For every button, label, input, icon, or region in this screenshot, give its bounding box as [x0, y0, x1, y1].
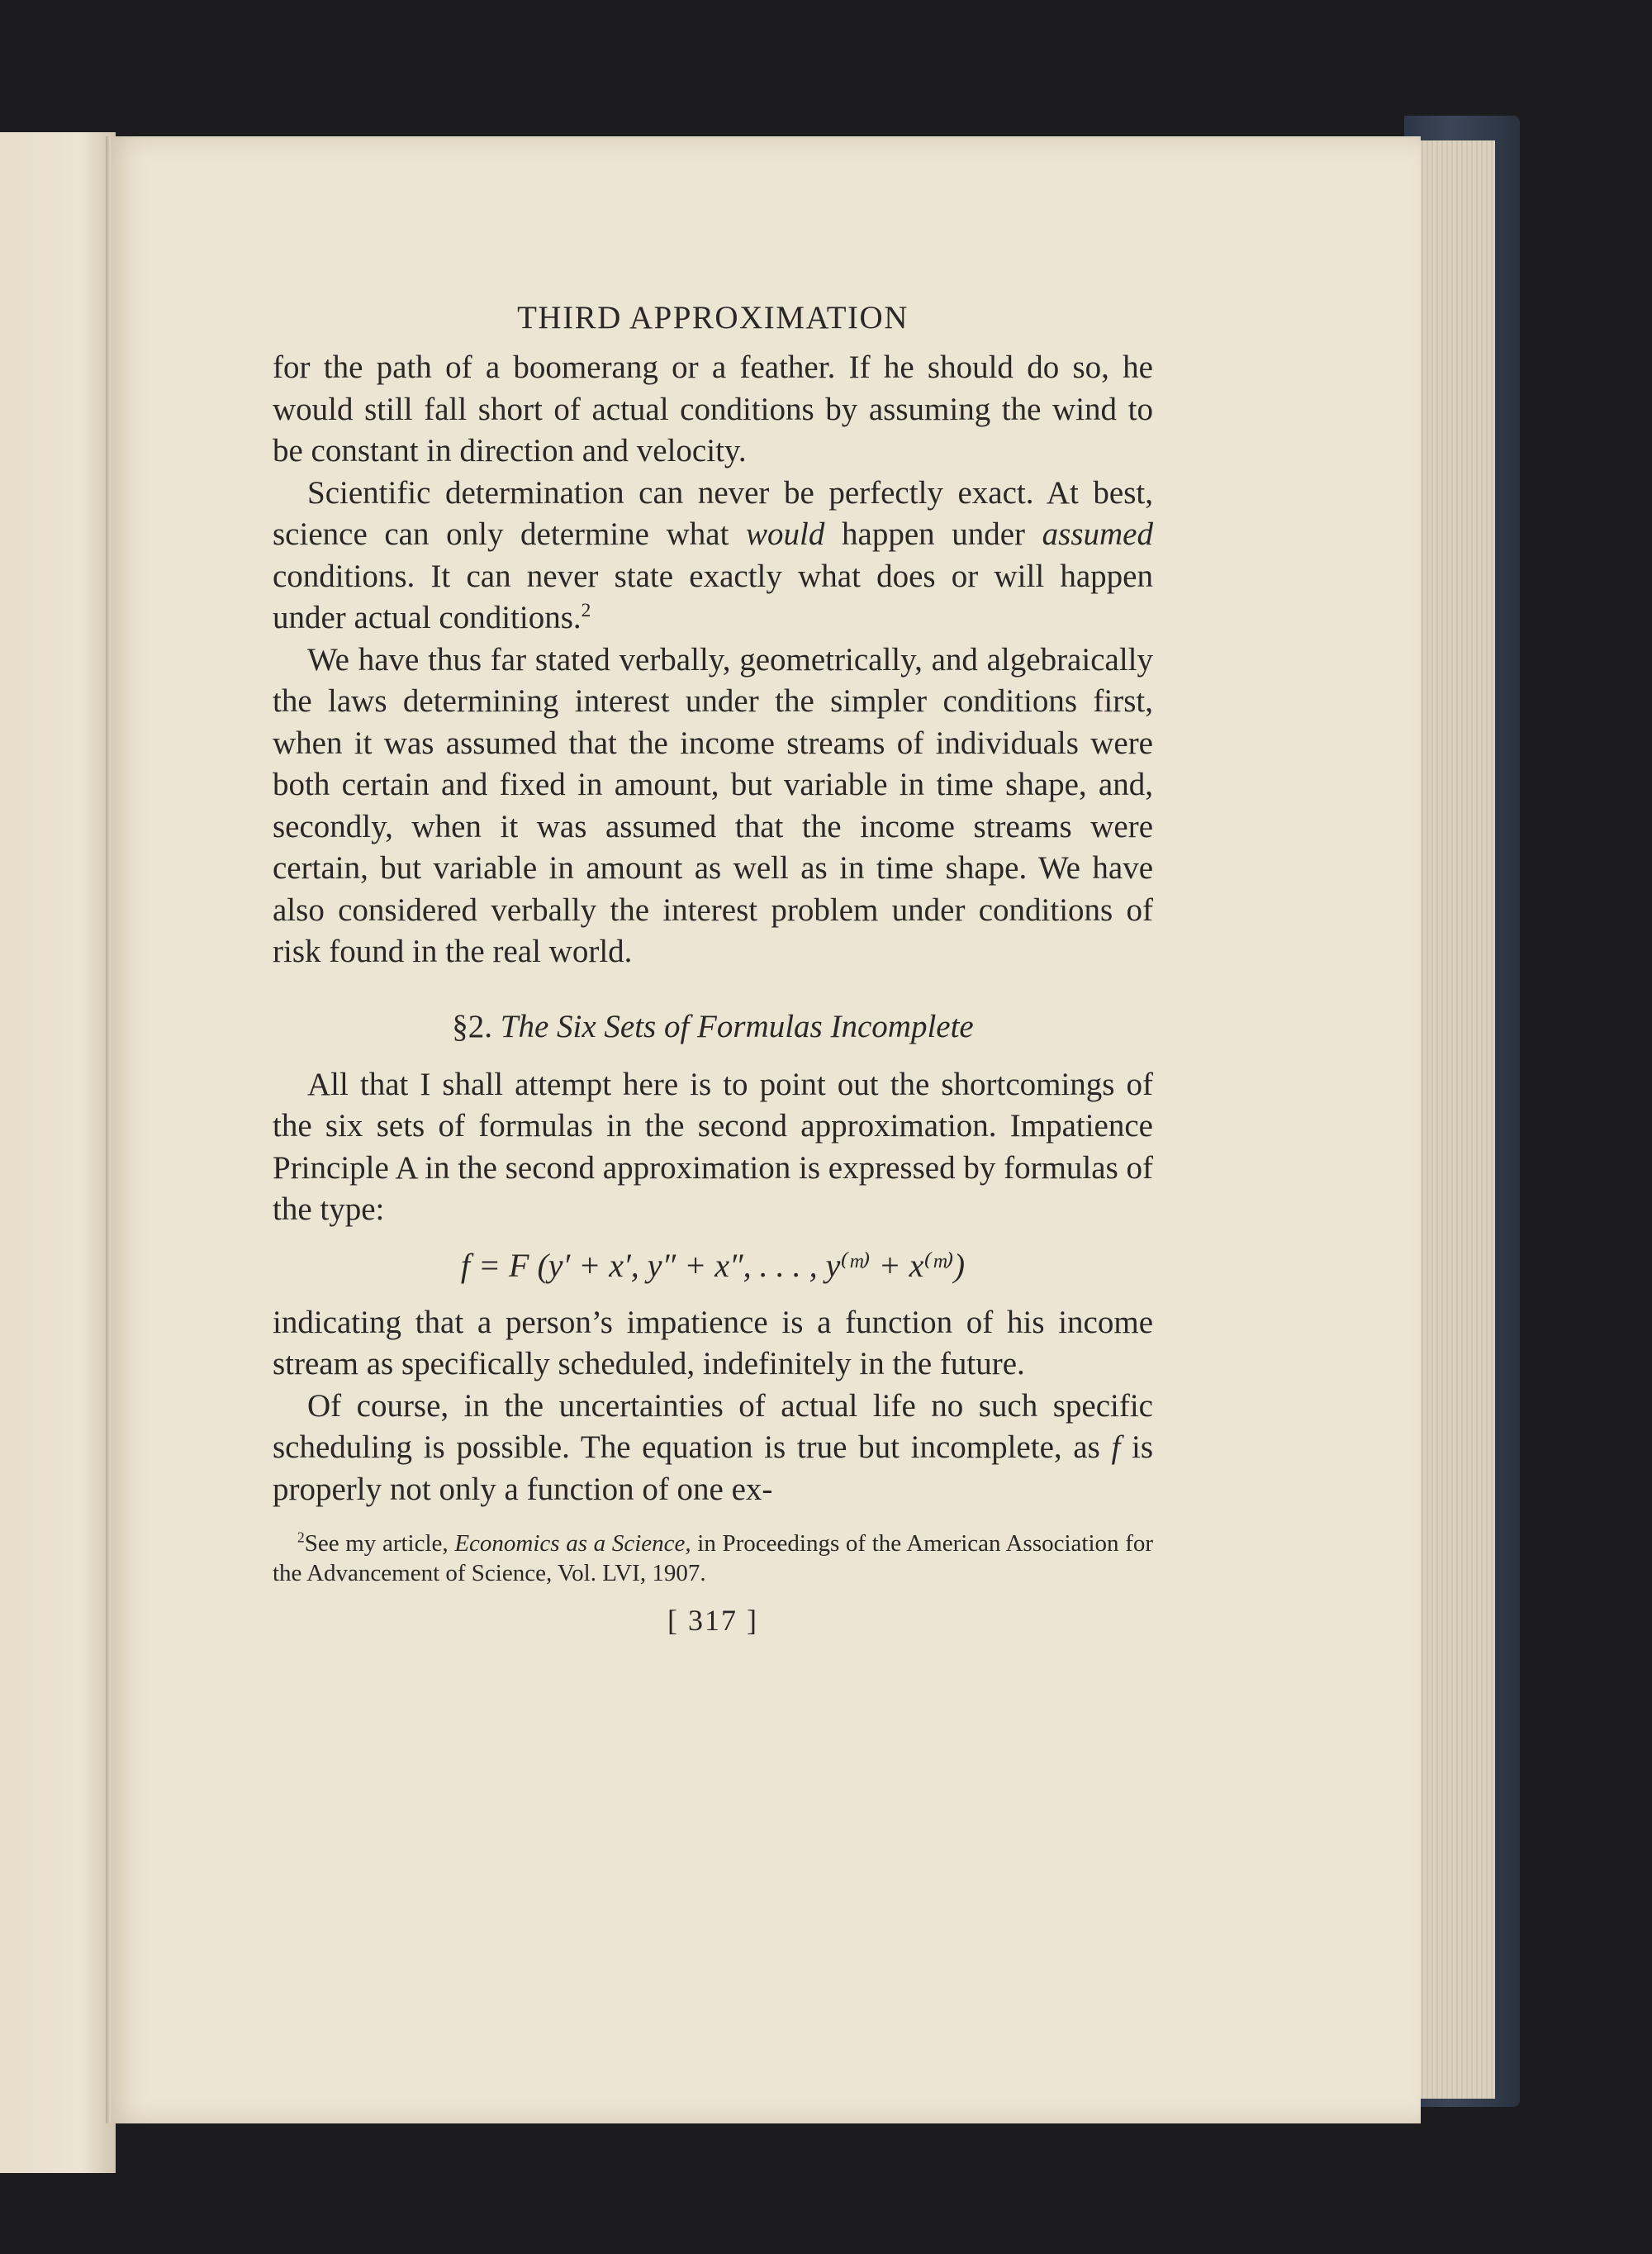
- emphasis: Economics as a Science,: [454, 1530, 691, 1557]
- footnote-marker: 2: [581, 600, 591, 621]
- text-run: See my article,: [304, 1530, 455, 1557]
- formula: f = F (y′ + x′, y″ + x″, . . . , y⁽ᵐ⁾ + x⁽ᵐ⁾): [460, 1246, 966, 1284]
- paragraph: indicating that a person’s impatience is a function of his income stream as specifically scheduled, indefinitely in the future.: [273, 1304, 1153, 1381]
- footnote-marker: 2: [297, 1529, 305, 1546]
- paragraph: We have thus far stated verbally, geometrically, and algebraically the laws determining interest under the simpler conditions first, when it was assumed that the income streams of individuals were both certain and fixed in amount, but variable in time shape, and, secondly, when it was assumed that the income streams were certain, but variable in amount as well as in time shape. We have also considered verbally the interest problem under conditions of risk found in the real world.: [273, 641, 1153, 969]
- text-run: happen under: [824, 516, 1042, 552]
- text-run: in Proceedings of the American Association for the Advancement of Science, Vol. LVI, 1907.: [273, 1530, 1154, 1586]
- text-run: conditions. It can never state exactly what does or will happen under actual conditions.: [273, 558, 1153, 635]
- emphasis: assumed: [1042, 516, 1153, 552]
- emphasis: f: [1111, 1429, 1121, 1465]
- text-run: is properly not only a function of one ex-: [273, 1429, 1153, 1507]
- paragraph: [273, 1386, 1153, 1511]
- footnote: [273, 1529, 1153, 1588]
- section-number: §2.: [452, 1008, 492, 1044]
- section-heading: [273, 1006, 1153, 1048]
- gutter: [106, 136, 111, 2123]
- text-run: Of course, in the uncertainties of actual life no such specific scheduling is possible. The equation is true but incomplete, as: [273, 1387, 1153, 1465]
- text-run: Scientific determination can never be perfectly exact. At best, science can only determine what: [273, 474, 1153, 552]
- text-block: [273, 297, 1153, 1638]
- facing-page-edge: [0, 132, 116, 2173]
- page-number: [ 317 ]: [667, 1604, 758, 1637]
- paragraph: for the path of a boomerang or a feather. If he should do so, he would still fall short of actual conditions by assuming the wind to be constant in direction and velocity.: [273, 350, 1153, 468]
- running-head: THIRD APPROXIMATION: [517, 300, 909, 335]
- paragraph: [273, 473, 1153, 640]
- paragraph: All that I shall attempt here is to point out the shortcomings of the six sets of formulas in the second approximation. Impatience Principle A in the second approximation is expressed by formulas of the type:: [273, 1066, 1153, 1227]
- section-title: The Six Sets of Formulas Incomplete: [500, 1008, 974, 1044]
- emphasis: would: [746, 516, 825, 552]
